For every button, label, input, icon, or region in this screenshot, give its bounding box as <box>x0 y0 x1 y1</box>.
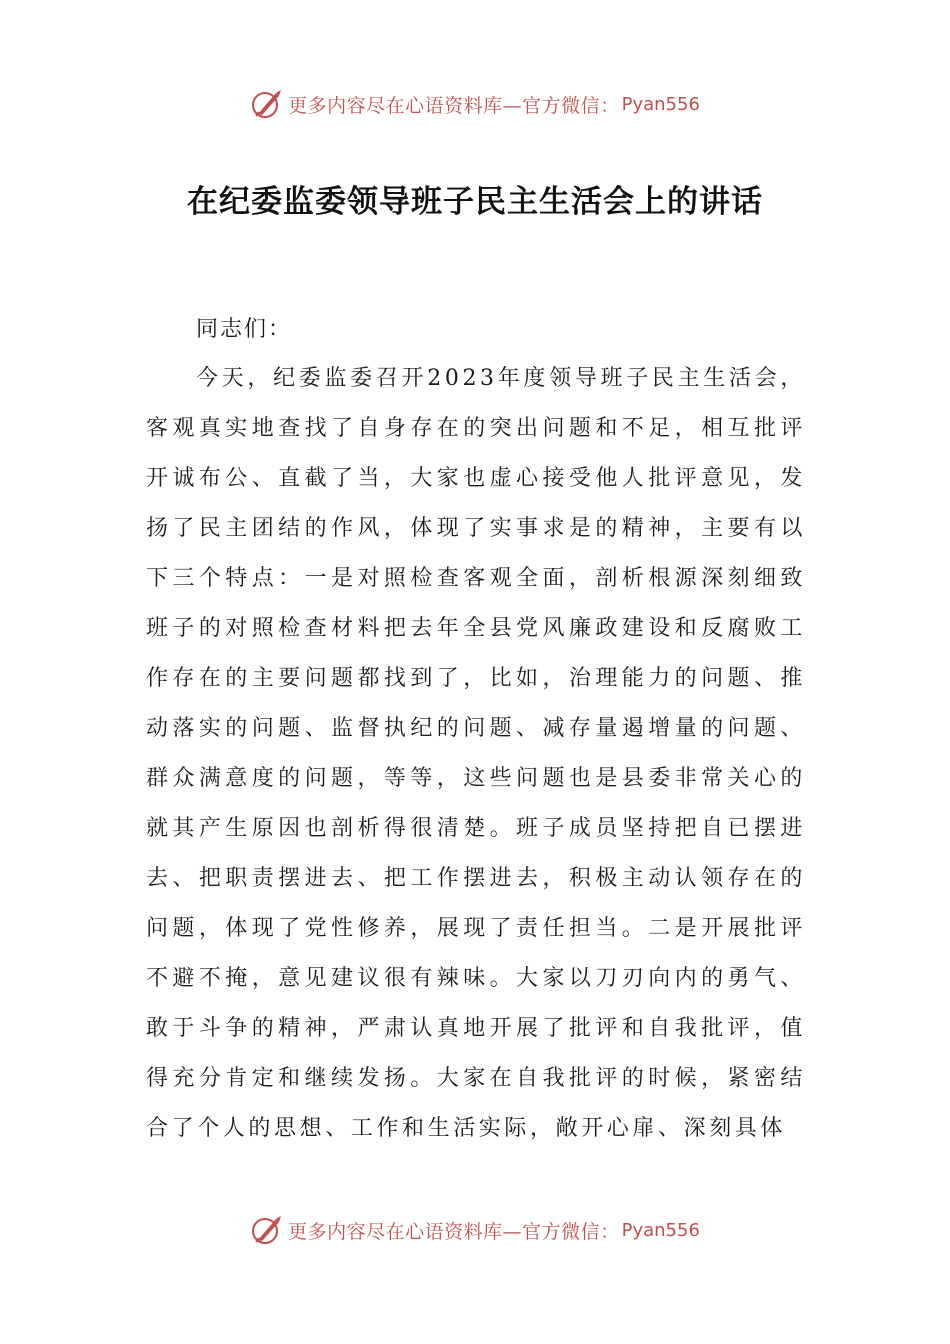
banner-text: 更多内容尽在心语资料库—官方微信： <box>288 1220 620 1243</box>
banner-text: 更多内容尽在心语资料库—官方微信： <box>288 94 620 117</box>
header-banner <box>0 84 950 124</box>
quill-pen-logo-icon <box>250 87 284 121</box>
footer-banner <box>0 1210 950 1250</box>
salutation: 同志们： <box>196 317 293 342</box>
body-paragraph: 今天，纪委监委召开2023年度领导班子民主生活会，客观真实地查找了自身存在的突出问题和不足，相互批评开诚布公、直截了当，大家也虚心接受他人批评意见，发扬了民主团结的作风，体现了实事求是的精神，主要有以下三个特点：一是对照检查客观全面，剖析根源深刻细致班子的对照检查材料把去年全县党风廉政建设和反腐败工作存在的主要问题都找到了，比如，治理能力的问题、推动落实的问题、监督执纪的问题、减存量遏增量的问题、群众满意度的问题，等等，这些问题也是县委非常关心的就其产生原因也剖析得很清楚。班子成员坚持把自已摆进去、把职责摆进去、把工作摆进去，积极主动认领存在的问题，体现了党性修养，展现了责任担当。二是开展批评不避不掩，意见建议很有辣味。大家以刀刃向内的勇气、敢于斗争的精神，严肃认真地开展了批评和自我批评，值得充分肯定和继续发扬。大家在自我批评的时候，紧密结合了个人的思想、工作和生活实际，敞开心扉、深刻具体 <box>146 366 806 1141</box>
quill-pen-logo-icon <box>250 1213 284 1247</box>
wechat-id: Pyan556 <box>621 93 700 115</box>
wechat-id: Pyan556 <box>621 1219 700 1241</box>
document-title: 在纪委监委领导班子民主生活会上的讲话 <box>187 184 763 220</box>
